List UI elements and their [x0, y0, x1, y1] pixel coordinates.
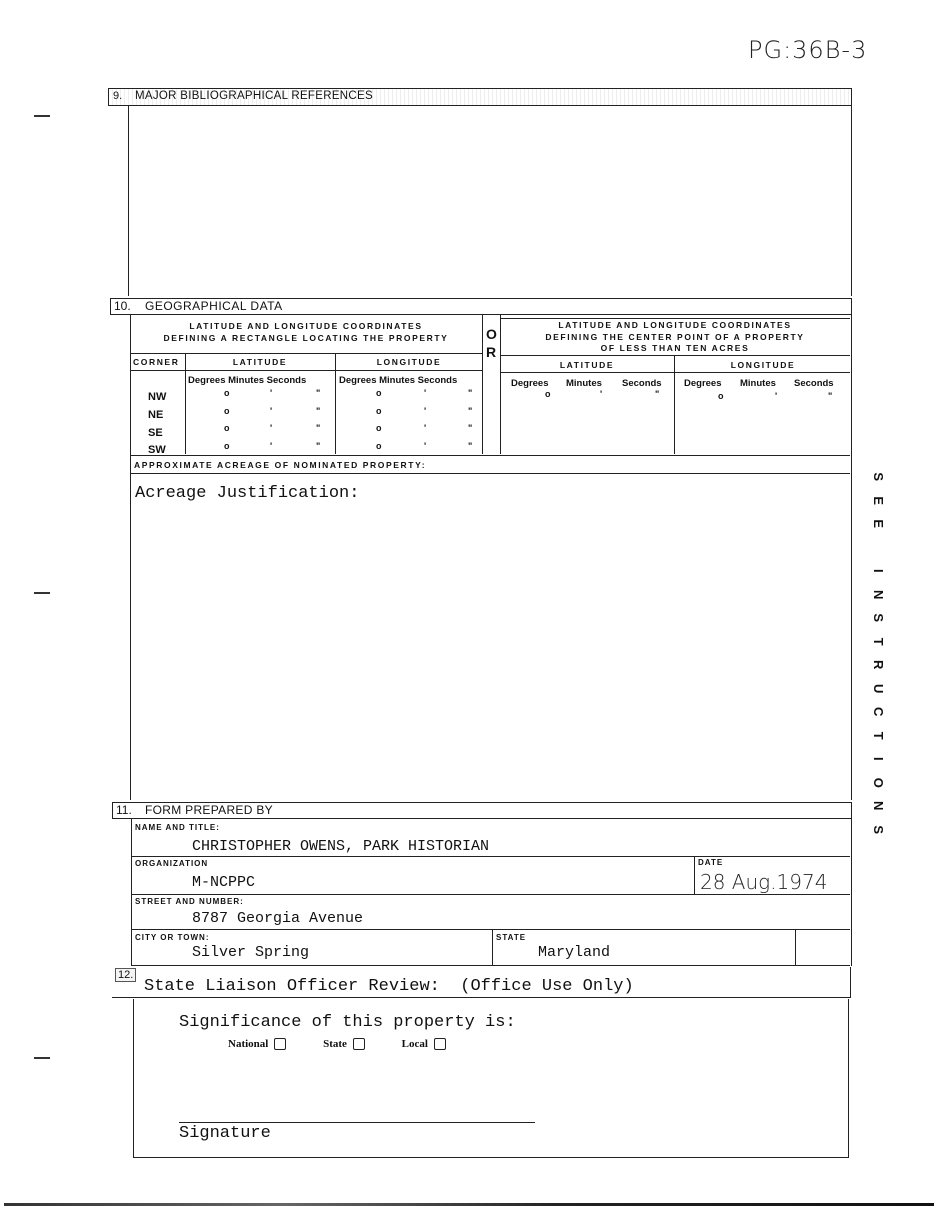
see-instructions-letter: O: [870, 777, 886, 788]
significance-label: Significance of this property is:: [179, 1013, 516, 1032]
street-label: STREET AND NUMBER:: [135, 897, 244, 906]
corner-header: CORNER: [133, 357, 180, 367]
lat-second-mark: ": [316, 441, 321, 451]
corner-sw: SW: [148, 444, 166, 456]
acreage-justification-area[interactable]: [134, 510, 846, 798]
section-12-header: [112, 967, 851, 998]
center-header-line-1: LATITUDE AND LONGITUDE COORDINATES: [558, 320, 792, 330]
street-value[interactable]: 8787 Georgia Avenue: [192, 910, 364, 927]
margin-mark: [34, 115, 50, 117]
lon-minute-mark: ': [424, 441, 427, 451]
corner-nw: NW: [148, 391, 167, 403]
center-lat-degrees: Degrees: [511, 378, 549, 389]
name-title-label: NAME AND TITLE:: [135, 823, 220, 832]
center-lat-seconds: Seconds: [622, 378, 662, 389]
see-instructions-label: [868, 465, 888, 841]
acreage-label: APPROXIMATE ACREAGE OF NOMINATED PROPERTY:: [134, 460, 427, 470]
rect-lon-dms: Degrees Minutes Seconds: [339, 375, 458, 386]
significance-options: [228, 1038, 446, 1050]
lon-minute-mark: ': [424, 388, 427, 398]
section-9-number: 9.: [113, 90, 123, 102]
or-o: O: [486, 326, 497, 342]
lat-second-mark: ": [316, 406, 321, 416]
page-id: PG:36B-3: [748, 36, 868, 64]
lat-degree-mark: o: [224, 388, 230, 398]
lat-minute-mark: ': [270, 423, 273, 433]
center-lon-degrees: Degrees: [684, 378, 722, 389]
state-checkbox[interactable]: [353, 1038, 365, 1050]
lon-second-mark: ": [468, 388, 473, 398]
see-instructions-letter: S: [870, 472, 886, 482]
lat-minute-mark: ': [270, 441, 273, 451]
signature-label: Signature: [179, 1124, 271, 1143]
state-value[interactable]: Maryland: [538, 944, 611, 961]
section-11-title: FORM PREPARED BY: [145, 803, 273, 817]
section-9-body: [128, 106, 852, 296]
lat-degree-mark: o: [224, 441, 230, 451]
section-10-header: [110, 298, 852, 315]
section-11-number: 11.: [116, 803, 132, 817]
local-checkbox[interactable]: [434, 1038, 446, 1050]
see-instructions-letter: S: [870, 613, 886, 623]
center-lat-minute-mark: ': [600, 389, 603, 399]
section-10-number: 10.: [114, 299, 131, 313]
lon-degree-mark: o: [376, 423, 382, 433]
city-label: CITY OR TOWN:: [135, 933, 210, 942]
section-9-header: [108, 88, 852, 106]
rect-coords-header: [132, 320, 480, 344]
lat-second-mark: ": [316, 423, 321, 433]
signature-line[interactable]: [179, 1122, 535, 1123]
scan-edge: [4, 1203, 934, 1206]
corner-se: SE: [148, 427, 163, 439]
national-checkbox[interactable]: [274, 1038, 286, 1050]
see-instructions-letter: E: [870, 519, 886, 529]
lon-degree-mark: o: [376, 406, 382, 416]
section-9-title: MAJOR BIBLIOGRAPHICAL REFERENCES: [135, 90, 373, 102]
rect-longitude-header: LONGITUDE: [376, 357, 442, 367]
lon-second-mark: ": [468, 423, 473, 433]
city-value[interactable]: Silver Spring: [192, 944, 310, 961]
center-lon-second-mark: ": [828, 391, 833, 401]
center-latitude-header: LATITUDE: [559, 360, 615, 370]
see-instructions-letter: C: [870, 707, 886, 717]
see-instructions-letter: T: [870, 637, 886, 646]
option-state-label: State: [323, 1038, 347, 1050]
organization-value[interactable]: M-NCPPC: [192, 874, 256, 891]
center-header-line-2: DEFINING THE CENTER POINT OF A PROPERTY: [545, 331, 805, 342]
name-title-value[interactable]: CHRISTOPHER OWENS, PARK HISTORIAN: [192, 838, 490, 855]
see-instructions-letter: I: [870, 568, 886, 573]
lat-degree-mark: o: [224, 406, 230, 416]
or-label: [486, 325, 497, 361]
section-12-number: 12.: [115, 968, 136, 982]
rect-lat-dms: Degrees Minutes Seconds: [188, 375, 307, 386]
see-instructions-letter: U: [870, 683, 886, 693]
lat-minute-mark: ': [270, 406, 273, 416]
center-lon-degree-mark: o: [718, 391, 724, 401]
option-national[interactable]: [228, 1038, 286, 1050]
option-national-label: National: [228, 1038, 269, 1050]
option-local-label: Local: [401, 1038, 428, 1050]
section-11-header: [112, 802, 852, 819]
lon-degree-mark: o: [376, 441, 382, 451]
date-value[interactable]: 28 Aug.1974: [700, 870, 828, 894]
section-12-title: State Liaison Officer Review: (Office Use Only): [144, 977, 634, 996]
lat-degree-mark: o: [224, 423, 230, 433]
lon-minute-mark: ': [424, 406, 427, 416]
see-instructions-letter: N: [870, 589, 886, 599]
state-label: STATE: [496, 933, 527, 942]
see-instructions-letter: R: [870, 660, 886, 670]
margin-mark: [34, 1057, 50, 1059]
section-10-title: GEOGRAPHICAL DATA: [145, 299, 283, 313]
lon-degree-mark: o: [376, 388, 382, 398]
acreage-justification: Acreage Justification:: [135, 484, 360, 503]
option-state[interactable]: [323, 1038, 365, 1050]
center-coords-header: [502, 320, 848, 355]
see-instructions-letter: [866, 537, 890, 557]
lon-second-mark: ": [468, 441, 473, 451]
center-lon-minutes: Minutes: [740, 378, 776, 389]
date-label: DATE: [698, 858, 724, 867]
center-lat-degree-mark: o: [545, 389, 551, 399]
see-instructions-letter: N: [870, 801, 886, 811]
see-instructions-letter: E: [870, 495, 886, 505]
center-header-line-3: OF LESS THAN TEN ACRES: [600, 343, 750, 353]
rect-header-line-2: DEFINING A RECTANGLE LOCATING THE PROPERTY: [163, 333, 449, 343]
see-instructions-letter: S: [870, 824, 886, 834]
rect-header-line-1: LATITUDE AND LONGITUDE COORDINATES: [189, 321, 423, 331]
margin-mark: [34, 592, 50, 594]
center-lat-second-mark: ": [655, 389, 660, 399]
center-lon-minute-mark: ': [775, 391, 778, 401]
see-instructions-letter: T: [870, 731, 886, 740]
center-longitude-header: LONGITUDE: [730, 360, 796, 370]
corner-ne: NE: [148, 409, 164, 421]
rect-latitude-header: LATITUDE: [232, 357, 288, 367]
organization-label: ORGANIZATION: [135, 859, 209, 868]
lat-minute-mark: ': [270, 388, 273, 398]
lon-second-mark: ": [468, 406, 473, 416]
center-lon-seconds: Seconds: [794, 378, 834, 389]
lon-minute-mark: ': [424, 423, 427, 433]
or-r: R: [486, 344, 497, 360]
option-local[interactable]: [402, 1038, 446, 1050]
center-lat-minutes: Minutes: [566, 378, 602, 389]
lat-second-mark: ": [316, 388, 321, 398]
see-instructions-letter: I: [870, 756, 886, 761]
